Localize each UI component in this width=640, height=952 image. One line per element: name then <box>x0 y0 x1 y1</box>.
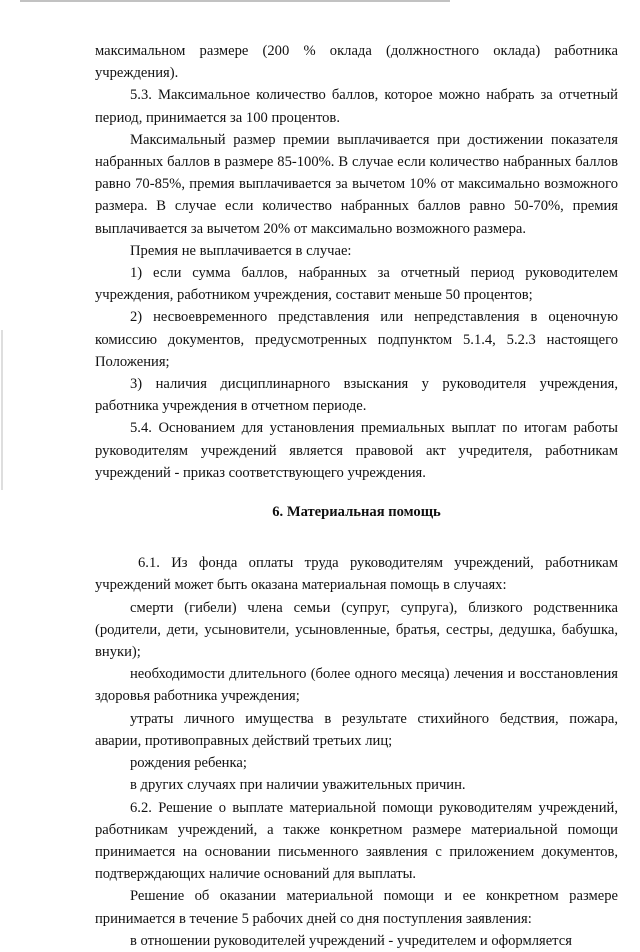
case-death: смерти (гибели) члена семьи (супруг, супруга), близкого родственника (родители, дети, усыновители, усыновленные, братья, сестры, дедушка, бабушка, внуки); <box>95 599 618 661</box>
list-item-1: 1) если сумма баллов, набранных за отчетный период руководителем учреждения, работником учреждения, составит меньше 50 процентов; <box>95 265 618 304</box>
paragraph-6-2: 6.2. Решение о выплате материальной помощи руководителям учреждений, работникам учреждений, а также конкретном размере материальной помощи принимается на основании письменного заявления с приложением документов, подтверждающих наличие оснований для выплаты. <box>95 799 618 883</box>
paragraph-5-3: 5.3. Максимальное количество баллов, которое можно набрать за отчетный период, принимается за 100 процентов. <box>95 87 618 126</box>
paragraph-no-bonus-intro: Премия не выплачивается в случае: <box>130 242 352 259</box>
paragraph-max-bonus: Максимальный размер премии выплачивается при достижении показателя набранных баллов в размере 85-100%. В случае если количество набранных баллов равно 70-85%, премия выплачивается за вычетом 10% от максимально возможного размера. В случае если количество набранных баллов равно 50-70%, премия выплачивается за вычетом 20% от максимально возможного размера. <box>95 131 618 237</box>
paragraph-decision: Решение об оказании материальной помощи и ее конкретном размере принимается в течение 5 рабочих дней со дня поступления заявления: <box>95 888 618 927</box>
case-treatment: необходимости длительного (более одного месяца) лечения и восстановления здоровья работника учреждения; <box>95 666 618 705</box>
scan-edge-top <box>20 0 450 2</box>
list-item-3: 3) наличия дисциплинарного взыскания у руководителя учреждения, работника учреждения в отчетном периоде. <box>95 376 618 415</box>
paragraph-continuation: максимальном размере (200 % оклада (должностного оклада) работника учреждения). <box>95 43 618 82</box>
list-item-2: 2) несвоевременного представления или непредставления в оценочную комиссию документов, предусмотренных подпунктом 5.1.4, 5.2.3 настоящего Положения; <box>95 309 618 370</box>
paragraph-6-1: 6.1. Из фонда оплаты труда руководителям учреждений, работникам учреждений может быть оказана материальная помощь в случаях: <box>95 555 618 594</box>
paragraph-directors: в отношении руководителей учреждений - учредителем и оформляется <box>130 932 572 949</box>
case-other: в других случаях при наличии уважительных причин. <box>130 777 466 794</box>
scan-edge-left <box>1 330 3 490</box>
section-heading: 6. Материальная помощь <box>272 504 441 521</box>
paragraph-5-4: 5.4. Основанием для установления премиальных выплат по итогам работы руководителям учреждений является правовой акт учредителя, работникам учреждений - приказ соответствующего учреждения. <box>95 420 618 481</box>
document-page <box>95 40 618 952</box>
case-property-loss: утраты личного имущества в результате стихийного бедствия, пожара, аварии, противоправных действий третьих лиц; <box>95 710 618 749</box>
case-childbirth: рождения ребенка; <box>130 755 247 772</box>
